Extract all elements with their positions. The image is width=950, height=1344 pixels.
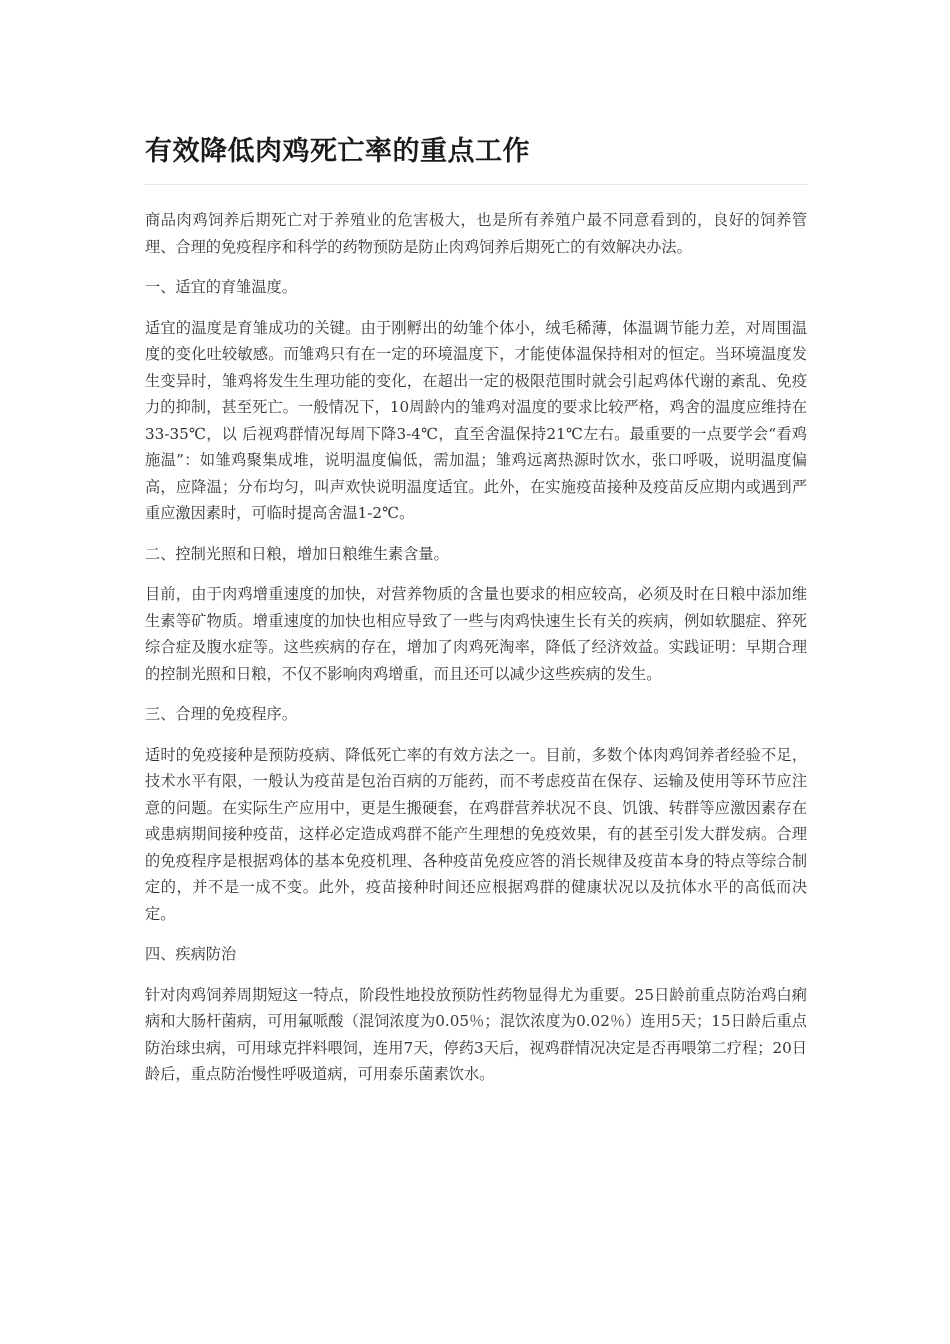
section-heading-temperature: 一、适宜的育雏温度。 <box>145 278 297 296</box>
section-heading-disease-prevention: 四、疾病防治 <box>145 945 237 963</box>
intro-paragraph: 商品肉鸡饲养后期死亡对于养殖业的危害极大，也是所有养殖户最不同意看到的，良好的饲养管理、合理的免疫程序和科学的药物预防是防止肉鸡饲养后期死亡的有效解决办法。 <box>145 211 807 256</box>
article-title: 有效降低肉鸡死亡率的重点工作 <box>145 132 807 185</box>
section-heading-immunization: 三、合理的免疫程序。 <box>145 705 297 723</box>
section-heading-lighting-diet: 二、控制光照和日粮，增加日粮维生素含量。 <box>145 544 449 563</box>
article <box>145 132 807 1102</box>
section-body-disease-prevention: 针对肉鸡饲养周期短这一特点，阶段性地投放预防性药物显得尤为重要。25日龄前重点防治鸡白痢病和大肠杆菌病，可用氟哌酸（混饲浓度为0.05％；混饮浓度为0.02％）连用5天；15日龄后重点防治球虫病，可用球克拌料喂饲，连用7天，停药3天后，视鸡群情况决定是否再喂第二疗程；20日龄后，重点防治慢性呼吸道病，可用泰乐菌素饮水。 <box>145 985 807 1083</box>
section-body-temperature: 适宜的温度是育雏成功的关键。由于刚孵出的幼雏个体小，绒毛稀薄，体温调节能力差，对周围温度的变化吐较敏感。而雏鸡只有在一定的环境温度下，才能使体温保持相对的恒定。当环境温度发生变异时，雏鸡将发生生理功能的变化，在超出一定的极限范围时就会引起鸡体代谢的紊乱、免疫力的抑制，甚至死亡。一般情况下，10周龄内的雏鸡对温度的要求比较严格，鸡舍的温度应维持在33-35℃，以 后视鸡群情况每周下降3-4℃，直至舍温保持21℃左右。最重要的一点要学会“看鸡施温”：如雏鸡聚集成堆，说明温度偏低，需加温；雏鸡远离热源时饮水，张口呼吸，说明温度偏高，应降温；分布均匀，叫声欢快说明温度适宜。此外，在实施疫苗接种及疫苗反应期内或遇到严重应激因素时，可临时提高舍温1-2℃。 <box>145 318 807 522</box>
article-content <box>145 207 807 1088</box>
section-body-lighting-diet: 目前，由于肉鸡增重速度的加快，对营养物质的含量也要求的相应较高，必须及时在日粮中添加维生素等矿物质。增重速度的加快也相应导致了一些与肉鸡快速生长有关的疾病，例如软腿症、猝死综合症及腹水症等。这些疾病的存在，增加了肉鸡死淘率，降低了经济效益。实践证明：早期合理的控制光照和日粮，不仅不影响肉鸡增重，而且还可以减少这些疾病的发生。 <box>145 585 807 683</box>
section-body-immunization: 适时的免疫接种是预防疫病、降低死亡率的有效方法之一。目前，多数个体肉鸡饲养者经验不足，技术水平有限，一般认为疫苗是包治百病的万能药，而不考虑疫苗在保存、运输及使用等环节应注意的问题。在实际生产应用中，更是生搬硬套，在鸡群营养状况不良、饥饿、转群等应激因素存在或患病期间接种疫苗，这样必定造成鸡群不能产生理想的免疫效果，有的甚至引发大群发病。合理的免疫程序是根据鸡体的基本免疫机理、各种疫苗免疫应答的消长规律及疫苗本身的特点等综合制定的，并不是一成不变。此外，疫苗接种时间还应根据鸡群的健康状况以及抗体水平的高低而决定。 <box>145 745 807 923</box>
